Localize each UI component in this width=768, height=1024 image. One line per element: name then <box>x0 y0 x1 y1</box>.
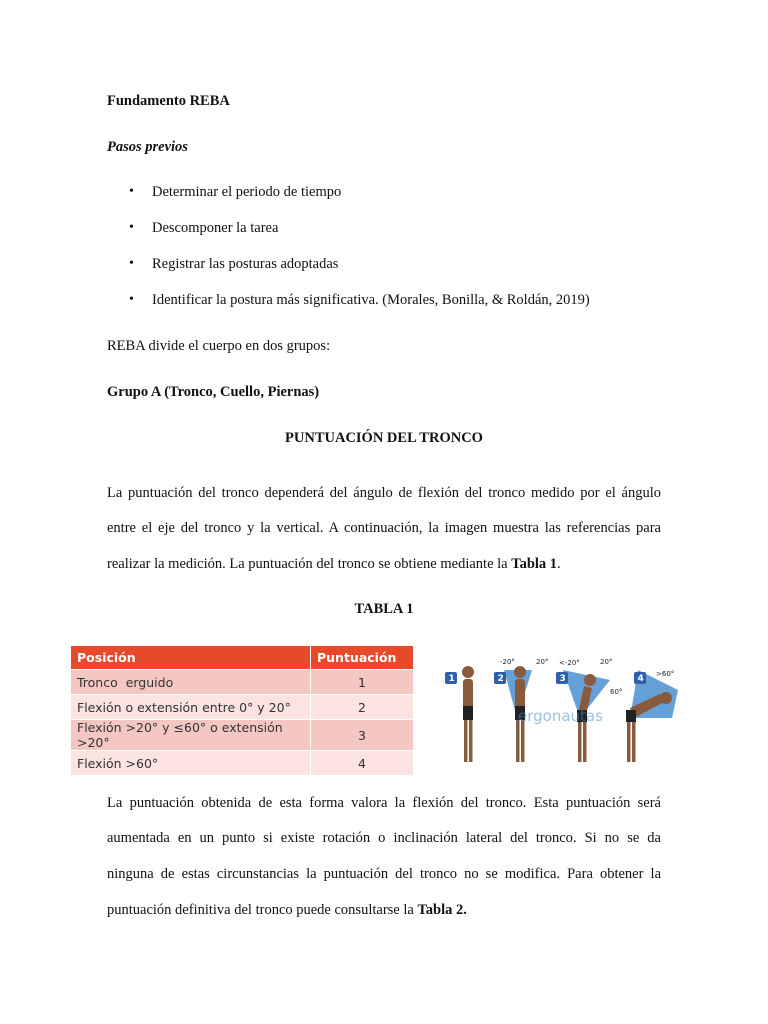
trunk-score-table <box>71 646 414 776</box>
table-cell: Flexión >60° <box>71 751 311 776</box>
angle-label: 20° <box>536 658 549 666</box>
paragraph-line: aumentada en un punto si existe rotación o inclinación lateral del tronco. Si no se da <box>107 830 661 846</box>
watermark-logo: ergonautas <box>518 707 603 725</box>
column-header-score: Puntuación <box>311 646 414 670</box>
document-heading: Fundamento REBA <box>107 93 230 109</box>
paragraph-2 <box>107 794 661 812</box>
bullet-icon: • <box>129 256 134 271</box>
list-item: Determinar el periodo de tiempo <box>152 184 342 200</box>
table-cell: Flexión >20° y ≤60° o extensión >20° <box>71 720 311 751</box>
bullet-icon: • <box>129 220 134 235</box>
table-row <box>71 751 414 776</box>
paragraph-line <box>107 901 661 919</box>
table-row <box>71 695 414 720</box>
bullet-icon: • <box>129 184 134 199</box>
paragraph-line: La puntuación del tronco dependerá del ángulo de flexión del tronco medido por el ángulo <box>107 485 661 501</box>
angle-label: -20° <box>500 658 515 666</box>
table-cell: Tronco erguido <box>71 670 311 695</box>
table-cell: 3 <box>311 720 414 751</box>
trunk-posture-figure <box>440 650 678 768</box>
table-cell: Flexión o extensión entre 0° y 20° <box>71 695 311 720</box>
text-run: realizar la medición. La puntuación del tronco se obtiene mediante la <box>107 556 512 572</box>
paragraph-1-line-3 <box>107 555 661 573</box>
table-1-reference: Tabla 1 <box>511 556 558 572</box>
column-header-position: Posición <box>71 646 311 670</box>
table-cell: 2 <box>311 695 414 720</box>
section-title: PUNTUACIÓN DEL TRONCO <box>285 430 483 446</box>
angle-label: <-20° <box>559 659 580 667</box>
paragraph-1 <box>107 484 661 502</box>
text-run: puntuación definitiva del tronco puede consultarse la <box>107 902 418 918</box>
intro-text: REBA divide el cuerpo en dos grupos: <box>107 338 331 354</box>
list-item: Registrar las posturas adoptadas <box>152 256 339 272</box>
figure-label: 1 <box>448 674 455 684</box>
figure-label: 3 <box>559 674 566 684</box>
bullet-icon: • <box>129 292 134 307</box>
angle-label: >60° <box>656 670 675 678</box>
group-a-heading: Grupo A (Tronco, Cuello, Piernas) <box>107 384 320 400</box>
paragraph-line: ninguna de estas circunstancias la puntuación del tronco no se modifica. Para obtener la <box>107 866 661 882</box>
table-row <box>71 720 414 751</box>
table-header-row <box>71 646 414 670</box>
table-cell: 4 <box>311 751 414 776</box>
subheading: Pasos previos <box>107 139 188 155</box>
text-run: . <box>557 556 561 572</box>
angle-label: 20° <box>600 658 613 666</box>
figure-label: 4 <box>637 674 644 684</box>
list-item: Descomponer la tarea <box>152 220 279 236</box>
paragraph-1-line-2 <box>107 519 661 537</box>
list-item: Identificar la postura más significativa. (Morales, Bonilla, & Roldán, 2019) <box>152 292 590 308</box>
paragraph-2-line-2 <box>107 829 661 847</box>
paragraph-2-line-3 <box>107 865 661 883</box>
paragraph-line <box>107 555 661 573</box>
table-cell: 1 <box>311 670 414 695</box>
figure-label: 2 <box>497 674 504 684</box>
table-caption: TABLA 1 <box>354 601 414 617</box>
table-2-reference: Tabla 2. <box>417 902 467 918</box>
paragraph-2-line-4 <box>107 901 661 919</box>
paragraph-line: La puntuación obtenida de esta forma valora la flexión del tronco. Esta puntuación será <box>107 795 661 811</box>
table-row <box>71 670 414 695</box>
angle-label: 60° <box>610 688 623 696</box>
paragraph-line: entre el eje del tronco y la vertical. A continuación, la imagen muestra las referencias para <box>107 520 661 536</box>
